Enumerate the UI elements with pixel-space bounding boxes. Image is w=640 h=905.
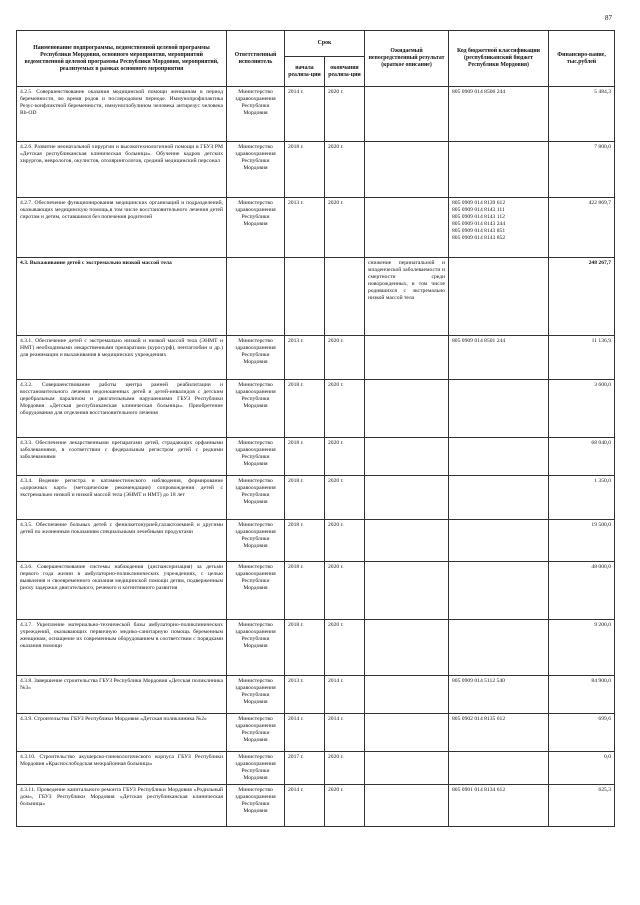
row-executor: Министерство здравоохранения Республики Мордовия	[227, 336, 285, 380]
row-name: 4.3.11. Проведение капитального ремонта ГБУЗ Республики Мордовия «Родильный дом», ГБУЗ Республики Мордовия «Детская республиканская клиническая больница»	[17, 785, 227, 827]
row-result	[365, 336, 449, 380]
row-start-year: 2018 г.	[285, 562, 325, 620]
row-executor: Министерство здравоохранения Республики Мордовия	[227, 142, 285, 198]
table-row	[17, 752, 615, 785]
row-start-year: 2013 г.	[285, 198, 325, 258]
row-end-year: 2020 г.	[325, 476, 365, 520]
table-row	[17, 198, 615, 258]
row-end-year: 2014 г.	[325, 714, 365, 752]
header-executor: Ответственный исполнитель	[227, 31, 285, 87]
row-result	[365, 714, 449, 752]
row-start-year: 2018 г.	[285, 142, 325, 198]
row-start-year: 2017 г.	[285, 752, 325, 785]
row-end-year	[325, 258, 365, 336]
row-end-year: 2020 г.	[325, 620, 365, 676]
row-budget-code	[449, 380, 549, 438]
row-end-year: 2020 г.	[325, 198, 365, 258]
table-row	[17, 714, 615, 752]
row-finance: 248 267,7	[549, 258, 615, 336]
row-result	[365, 438, 449, 476]
row-result	[365, 562, 449, 620]
row-result	[365, 785, 449, 827]
row-budget-code: 805 0909 014 8139 612 805 0909 014 8143 111 805 0909 014 8143 112 805 0909 014 8143 244 805 0909 014 8143 851 805 0909 014 8143 852	[449, 198, 549, 258]
row-executor: Министерство здравоохранения Республики Мордовия	[227, 87, 285, 142]
row-result: снижение перинатальной и младенческой заболеваемости и смертности среди новорожденных, в том числе родившихся с экстремально низкой массой тела	[365, 258, 449, 336]
row-end-year: 2020 г.	[325, 142, 365, 198]
row-result	[365, 380, 449, 438]
row-start-year: 2018 г.	[285, 620, 325, 676]
row-executor: Министерство здравоохранения Республики Мордовия	[227, 380, 285, 438]
row-executor: Министерство здравоохранения Республики Мордовия	[227, 714, 285, 752]
row-name: 4.3.5. Обеспечение больных детей с фенилкетонурией,галактоземией и другими детей по жизненным показаниям специальными лечебными продуктами	[17, 520, 227, 562]
row-name: 4.3.9. Строительство ГБУЗ Республики Мордовия «Детская поликлиника №2»	[17, 714, 227, 752]
row-finance: 9 200,0	[549, 620, 615, 676]
row-end-year: 2020 г.	[325, 380, 365, 438]
row-result	[365, 620, 449, 676]
table-row	[17, 336, 615, 380]
table-row	[17, 676, 615, 714]
row-end-year: 2020 г.	[325, 87, 365, 142]
row-finance: 11 136,9	[549, 336, 615, 380]
header-term-start: начала реализа-ции	[285, 57, 325, 87]
row-name: 4.2.7. Обеспечение функционирования медицинских организаций и подразделений, оказывающих медицинскую помощь,в том числе восстановительного лечения детей сиротам и детям, оставшимся без попечения родителей	[17, 198, 227, 258]
header-result: Ожидаемый непосредственный результат (краткое описание)	[365, 31, 449, 87]
row-executor: Министерство здравоохранения Республики Мордовия	[227, 476, 285, 520]
row-name: 4.3. Выхаживание детей с экстремально низкой массой тела	[17, 258, 227, 336]
table-row	[17, 258, 615, 336]
row-start-year: 2014 г.	[285, 714, 325, 752]
table-row	[17, 520, 615, 562]
row-finance: 0,0	[549, 752, 615, 785]
row-budget-code	[449, 520, 549, 562]
table-row	[17, 438, 615, 476]
page-number: 87	[605, 14, 612, 22]
row-start-year: 2014 г.	[285, 87, 325, 142]
row-executor: Министерство здравоохранения Республики Мордовия	[227, 676, 285, 714]
row-executor: Министерство здравоохранения Республики Мордовия	[227, 438, 285, 476]
row-budget-code: 805 0909 014 8506 244	[449, 87, 549, 142]
row-result	[365, 476, 449, 520]
row-result	[365, 520, 449, 562]
row-finance: 19 500,0	[549, 520, 615, 562]
row-result	[365, 676, 449, 714]
row-budget-code	[449, 620, 549, 676]
row-end-year: 2014 г.	[325, 676, 365, 714]
row-end-year: 2020 г.	[325, 520, 365, 562]
row-start-year	[285, 258, 325, 336]
row-finance: 48 000,0	[549, 562, 615, 620]
row-name: 4.3.1. Обеспечение детей с экстремально низкой и низкой массой тела (ЭНМТ и НМТ) необходимыми лекарственными препаратами (куросурф), пентаглобин и др.) для реанимации и выхаживания в медицинских учреждениях	[17, 336, 227, 380]
row-name: 4.3.7. Укрепление материально-технической базы амбулаторно-поликлинических учреждений, оказывающих первичную медико-санитарную помощь беременным женщинам, оснащение их современным оборудованием в соответствии с порядками оказания помощи	[17, 620, 227, 676]
table-row	[17, 562, 615, 620]
row-name: 4.2.5. Совершенствование оказания медицинской помощи женщинам в период беременности, во время родов и послеродовом периоде. Иммунопрофилактика Резус-конфликтной беременности, иммуноглобулином человека антирезус человека Rh-OD	[17, 87, 227, 142]
row-executor: Министерство здравоохранения Республики Мордовия	[227, 562, 285, 620]
row-finance: 422 869,7	[549, 198, 615, 258]
header-name: Наименование подпрограммы, ведомственной целевой программы Республики Мордовия, основного мероприятия, мероприятий ведомственной целевой программы Республики Мордовия, мероприятий, реализуемых в рамках основного мероприятия	[17, 31, 227, 87]
table-row	[17, 476, 615, 520]
row-finance: 625,3	[549, 785, 615, 827]
table-row	[17, 380, 615, 438]
row-name: 4.3.3. Обеспечение лекарственными препаратами детей, страдающих орфанными заболеваниями, в соответствии с федеральным регистром детей с редкими заболеваниями	[17, 438, 227, 476]
row-budget-code	[449, 142, 549, 198]
row-executor: Министерство здравоохранения Республики Мордовия	[227, 198, 285, 258]
row-name: 4.3.6. Совершенствование системы наблюдения (диспансеризация) за детьми первого года жизни в амбулаторно-поликлинических учреждениях, с целью выявления и своевременного оказания медицинской помощи детям, подверженным риску задержки двигательного, речевого и когнитивного развития	[17, 562, 227, 620]
row-start-year: 2018 г.	[285, 380, 325, 438]
row-end-year: 2020 г.	[325, 336, 365, 380]
row-start-year: 2013 г.	[285, 336, 325, 380]
row-start-year: 2014 г.	[285, 785, 325, 827]
table-row	[17, 620, 615, 676]
table-row	[17, 142, 615, 198]
row-executor: Министерство здравоохранения Республики Мордовия	[227, 752, 285, 785]
row-result	[365, 142, 449, 198]
row-start-year: 2013 г.	[285, 676, 325, 714]
row-budget-code	[449, 562, 549, 620]
row-end-year: 2020 г.	[325, 562, 365, 620]
row-end-year: 2020 г.	[325, 438, 365, 476]
table-row	[17, 785, 615, 827]
row-start-year: 2018 г.	[285, 520, 325, 562]
row-budget-code: 805 0901 014 8134 612	[449, 785, 549, 827]
row-budget-code	[449, 752, 549, 785]
row-budget-code	[449, 476, 549, 520]
row-finance: 3 600,0	[549, 380, 615, 438]
row-finance: 1 350,0	[549, 476, 615, 520]
row-budget-code: 805 0909 014 8501 244	[449, 336, 549, 380]
row-finance: 699,6	[549, 714, 615, 752]
header-finance: Финансиро-вание, тыс.рублей	[549, 31, 615, 87]
row-result	[365, 87, 449, 142]
row-name: 4.3.2. Совершенствование работы центра ранней реабилитации и восстановительного лечения недоношенных детей и детей-инвалидов с детским церебральным параличом и двигательными нарушениями ГБУЗ Республики Мордовия «Детская республиканская клиническая больница». Приобретение оборудования для отделения восстановительного лечения	[17, 380, 227, 438]
row-executor: Министерство здравоохранения Республики Мордовия	[227, 520, 285, 562]
row-finance: 68 040,0	[549, 438, 615, 476]
row-start-year: 2018 г.	[285, 438, 325, 476]
row-name: 4.3.8. Завершение строительства ГБУЗ Республики Мордовия «Детская поликлиника №3»	[17, 676, 227, 714]
row-executor: Министерство здравоохранения Республики Мордовия	[227, 785, 285, 827]
row-name: 4.2.6. Развитие неонатальной хирургии и высокотехнологичной помощи в ГБУЗ РМ «Детская республиканская клиническая больница». Обучение кадров детских хирургов, неврологов, окулистов, отолярингологов, средний медицинский персонал	[17, 142, 227, 198]
row-executor: Министерство здравоохранения Республики Мордовия	[227, 620, 285, 676]
header-term-end: окончания реализа-ции	[325, 57, 365, 87]
row-budget-code: 805 0902 014 8135 612	[449, 714, 549, 752]
row-finance: 84 900,0	[549, 676, 615, 714]
row-name: 4.3.10. Строительство акушерско-гинекологического корпуса ГБУЗ Республики Мордовия «Краснослободская межрайонная больница»	[17, 752, 227, 785]
row-name: 4.3.4. Ведение регистра и катамнестического наблюдения, формирование «дорожных карт» (методические рекомендации) сопровождения детей с экстремально низкой и низкой массой тела (ЭНМТ и НМТ) до 18 лет	[17, 476, 227, 520]
row-end-year: 2020 г.	[325, 752, 365, 785]
header-code: Код бюджетной классификации (республиканский бюджет Республики Мордовия)	[449, 31, 549, 87]
header-term: Срок	[285, 31, 365, 57]
row-end-year: 2020 г.	[325, 785, 365, 827]
row-start-year: 2018 г.	[285, 476, 325, 520]
row-result	[365, 752, 449, 785]
row-finance: 7 800,0	[549, 142, 615, 198]
row-budget-code	[449, 258, 549, 336]
row-result	[365, 198, 449, 258]
program-table	[16, 30, 615, 827]
row-executor	[227, 258, 285, 336]
row-finance: 5 484,3	[549, 87, 615, 142]
row-budget-code	[449, 438, 549, 476]
row-budget-code: 805 0909 014 5112 540	[449, 676, 549, 714]
table-row	[17, 87, 615, 142]
